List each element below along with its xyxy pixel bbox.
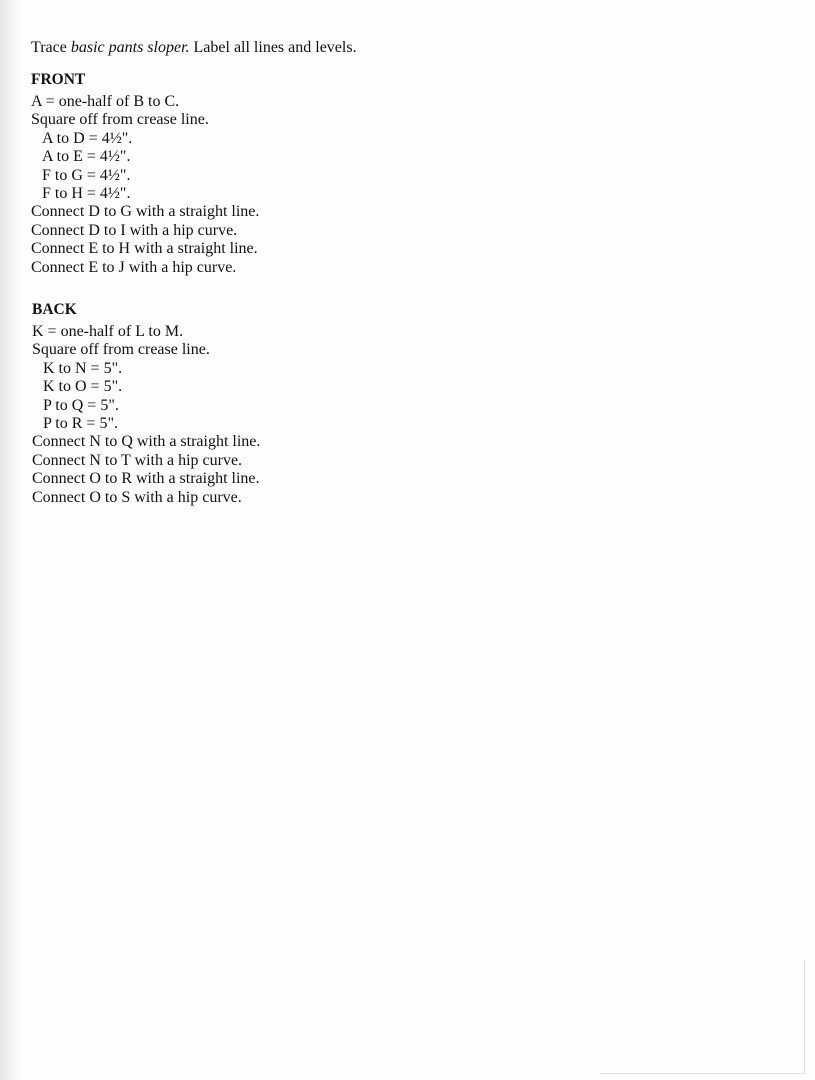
front-step: Square off from crease line. [31, 111, 209, 129]
back-step: Connect N to Q with a straight line. [32, 433, 261, 451]
front-step: Connect E to H with a straight line. [31, 240, 258, 258]
back-section [32, 300, 260, 507]
front-measurement: F to H = 4½". [42, 184, 131, 202]
back-measurement: P to R = 5". [43, 414, 118, 432]
intro-prefix: Trace [31, 39, 71, 56]
front-step: Connect D to G with a straight line. [31, 203, 260, 221]
intro-instruction [31, 38, 357, 58]
front-measurement: A to D = 4½". [42, 129, 133, 147]
front-step: Connect D to I with a hip curve. [31, 221, 238, 239]
front-section [31, 70, 259, 277]
back-measurement: P to Q = 5". [43, 396, 119, 414]
back-step: Connect O to S with a hip curve. [32, 488, 242, 506]
back-step: Connect N to T with a hip curve. [32, 451, 243, 469]
front-step: A = one-half of B to C. [31, 93, 180, 110]
back-step: Connect O to R with a straight line. [32, 470, 260, 488]
front-step: Connect E to J with a hip curve. [31, 258, 237, 276]
front-measurement: F to G = 4½". [42, 166, 131, 184]
intro-suffix: Label all lines and levels. [189, 39, 357, 56]
back-step: Square off from crease line. [32, 341, 210, 359]
back-measurement: K to N = 5". [43, 359, 123, 377]
page-edge-right [804, 960, 805, 1074]
page-shadow [0, 0, 22, 1080]
back-step: K = one-half of L to M. [32, 323, 184, 340]
back-heading: BACK [32, 301, 77, 318]
front-heading: FRONT [31, 71, 86, 88]
back-measurement: K to O = 5". [43, 378, 123, 396]
intro-italic-term: basic pants sloper. [70, 39, 190, 56]
page-edge-bottom [600, 1073, 805, 1074]
front-measurement: A to E = 4½". [42, 148, 131, 166]
